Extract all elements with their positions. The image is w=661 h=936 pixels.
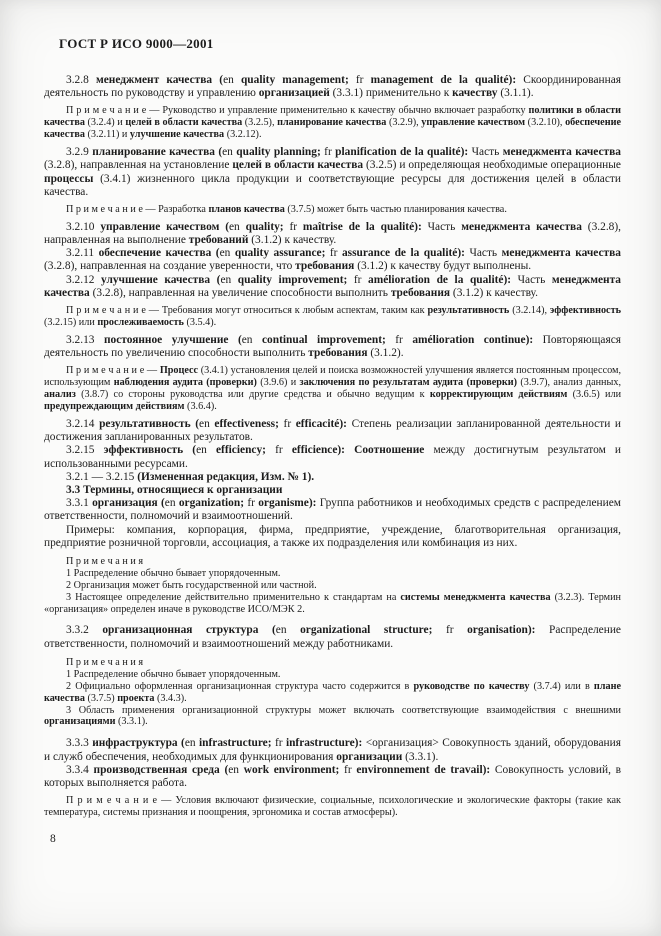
text-run: 3.2.9 bbox=[66, 146, 93, 159]
text-run: (3.3.1). bbox=[118, 716, 148, 728]
bold-run: менеджмента качества bbox=[501, 247, 621, 260]
text-run: 3.2.8 bbox=[66, 74, 96, 86]
term-paragraph bbox=[44, 444, 621, 470]
text-run: П р и м е ч а н и я bbox=[66, 656, 144, 668]
text-run: Совокупность условий, в которых выполняется работа. bbox=[44, 763, 621, 789]
bold-run: результативность ( bbox=[99, 417, 200, 430]
text-run: 3.2.15 bbox=[66, 444, 104, 457]
text-run: 2 Организация может быть государственной или частной. bbox=[66, 579, 317, 591]
text-run: en bbox=[184, 737, 199, 750]
text-run: Скоординированная деятельность по руководству и управлению bbox=[44, 74, 621, 100]
text-run: (3.2.8), направленная на создание уверенности, что bbox=[44, 260, 296, 273]
text-run: 3.2.1 — 3.2.15 bbox=[66, 470, 138, 483]
text-run: 1 Распределение обычно бывает упорядоченным. bbox=[66, 668, 281, 680]
bold-run: системы менеджмента качества bbox=[400, 591, 555, 603]
bold-run: корректирующим действиям bbox=[429, 389, 573, 401]
bold-run: continual improvement; bbox=[261, 333, 396, 346]
note-paragraph bbox=[44, 795, 621, 819]
text-run: Примеры: компания, корпорация, фирма, предприятие, учреждение, благотворительная организация, предприятие розничной торговли, ассоциация, а также их подразделения или комбинация из них. bbox=[44, 523, 621, 549]
term-paragraph bbox=[44, 274, 621, 300]
bold-run: обеспечение качества ( bbox=[98, 247, 220, 260]
text-run: (3.2.11) и bbox=[87, 129, 130, 141]
text-run: en bbox=[228, 763, 244, 776]
term-paragraph bbox=[44, 247, 621, 273]
text-run: 3.2.13 bbox=[66, 333, 104, 346]
text-run: en bbox=[275, 624, 301, 637]
text-run: П р и м е ч а н и е — Условия включают физические, социальные, психологические и экологические факторы (такие как температура, системы признания и поощрения, эргономика и состав атмосферы). bbox=[44, 795, 621, 819]
bold-run: результативность bbox=[427, 305, 513, 317]
bold-run: менеджмента качества bbox=[44, 273, 622, 299]
text-run: (3.3.1) применительно к bbox=[332, 87, 453, 100]
note-item-paragraph bbox=[44, 592, 621, 616]
term-paragraph bbox=[44, 74, 621, 100]
text-run: fr bbox=[283, 417, 296, 430]
bold-run: прослеживаемость bbox=[97, 316, 187, 328]
text-run: fr bbox=[355, 74, 371, 86]
bold-run: quality; bbox=[245, 220, 290, 233]
text-run: en bbox=[219, 247, 235, 260]
text-run: fr bbox=[289, 220, 303, 233]
text-run: Степень реализации запланированной деятельности и достижения запланированных результатов. bbox=[44, 417, 622, 444]
note-paragraph bbox=[44, 204, 621, 216]
text-run: П р и м е ч а н и е — Руководство и управление применительно к качеству обычно включает разработку bbox=[66, 105, 529, 117]
bold-run: эффективность bbox=[549, 305, 621, 317]
text-run: en bbox=[199, 417, 215, 430]
text-run: Группа работников и необходимых средств с распределением ответственности, полномочий и взаимоотношений. bbox=[44, 497, 621, 523]
text-run: (3.6.4). bbox=[187, 401, 217, 412]
bold-run: infrastructure; bbox=[198, 737, 275, 750]
bold-run: руководстве по качеству bbox=[413, 680, 534, 692]
text-run: en bbox=[220, 273, 238, 286]
bold-run: организация ( bbox=[92, 497, 165, 510]
text-run: en bbox=[241, 333, 262, 346]
text-run: fr bbox=[344, 763, 357, 776]
note-item-paragraph bbox=[44, 669, 621, 681]
text-run: (3.2.5) и определяющая необходимые операционные bbox=[366, 159, 621, 172]
text-run: 3.2.12 bbox=[66, 273, 102, 286]
text-run: (3.3.1). bbox=[405, 750, 439, 763]
note-paragraph bbox=[44, 305, 621, 329]
text-run: (3.1.2) к качеству. bbox=[452, 286, 538, 299]
text-run: 3.3.4 bbox=[66, 763, 94, 776]
bold-run: менеджмента качества bbox=[502, 146, 621, 159]
text-run: 3.2.11 bbox=[66, 247, 99, 260]
bold-run: планов качества bbox=[208, 203, 288, 215]
bold-run: обеспечение качества bbox=[44, 117, 621, 141]
text-run: (3.2.14), bbox=[512, 305, 550, 317]
text-run: (3.1.1). bbox=[500, 87, 534, 100]
document-body bbox=[44, 74, 621, 819]
bold-run: качеству bbox=[452, 87, 501, 100]
bold-run: amélioration continue): bbox=[412, 333, 543, 346]
text-run: fr bbox=[395, 333, 413, 346]
text-run: П р и м е ч а н и е — bbox=[66, 365, 160, 377]
bold-run: environnement de travail): bbox=[356, 763, 495, 776]
text-run: (3.8.7) со стороны руководства или другие средства и обычно ведущим к bbox=[81, 389, 430, 401]
bold-run: менеджмент качества ( bbox=[95, 74, 224, 86]
text-run: fr bbox=[324, 146, 336, 159]
text-run: Часть bbox=[469, 247, 502, 260]
note-title-paragraph bbox=[44, 657, 621, 669]
text-run: en bbox=[196, 444, 216, 457]
bold-run: organisme): bbox=[258, 497, 320, 510]
text-run: (3.2.9), bbox=[388, 117, 422, 129]
bold-run: quality assurance; bbox=[234, 247, 330, 260]
text-run: (3.4.3). bbox=[156, 692, 187, 704]
text-run: (3.2.8), направленная на увеличение способности выполнить bbox=[92, 286, 391, 299]
bold-run: эффективность ( bbox=[103, 444, 197, 457]
bold-run: efficience): bbox=[291, 444, 355, 457]
bold-run: плане качества bbox=[44, 680, 621, 704]
text-run: en bbox=[222, 146, 237, 159]
bold-run: анализ bbox=[44, 389, 82, 401]
text-run: (3.5.4). bbox=[186, 316, 217, 328]
bold-run: менеджмента качества bbox=[461, 220, 588, 233]
term-paragraph bbox=[44, 418, 621, 444]
bold-run: organization; bbox=[178, 497, 248, 510]
text-run: (3.2.15) или bbox=[44, 316, 98, 328]
text-run: (3.1.2). bbox=[370, 347, 404, 360]
bold-run: наблюдения аудита (проверки) bbox=[113, 377, 261, 389]
bold-run: управление качеством ( bbox=[100, 220, 229, 233]
note-item-paragraph bbox=[44, 568, 621, 580]
term-paragraph bbox=[44, 146, 621, 199]
bold-run: инфраструктура ( bbox=[92, 737, 185, 750]
bold-run: quality planning; bbox=[236, 146, 325, 159]
text-run: Часть bbox=[517, 273, 552, 286]
bold-run: organisation): bbox=[467, 624, 549, 637]
bold-run: целей в области качества bbox=[232, 159, 367, 172]
text-run: (3.7.5) bbox=[87, 692, 118, 704]
text-run: fr bbox=[274, 737, 286, 750]
text-run: П р и м е ч а н и я bbox=[66, 555, 144, 567]
text-run: (3.9.6) и bbox=[260, 377, 300, 389]
note-title-paragraph bbox=[44, 556, 621, 568]
bold-run: (Измененная редакция, Изм. № 1). bbox=[137, 470, 315, 483]
text-run: 3 Область применения организационной структуры может включать соответствующие взаимодействия с внешними bbox=[66, 704, 621, 716]
text-run: (3.4.1) установления целей и поиска возможностей улучшения является постоянным процессом, использующим bbox=[44, 365, 621, 389]
document-header: ГОСТ Р ИСО 9000—2001 bbox=[59, 36, 214, 51]
bold-run: effectiveness; bbox=[214, 417, 284, 430]
text-run: (3.4.1) жизненного цикла продукции и соответствующие ресурсы для достижения целей в области качества. bbox=[44, 172, 621, 198]
text-run: (3.6.5) или bbox=[572, 389, 622, 401]
text-run: en bbox=[164, 497, 179, 510]
text-run: 3.3.2 bbox=[66, 624, 103, 637]
bold-run: планирование качества bbox=[277, 117, 389, 129]
bold-run: организациями bbox=[44, 716, 119, 728]
bold-run: efficacité): bbox=[295, 417, 352, 430]
bold-run: Соотношение bbox=[354, 444, 434, 457]
text-run: (3.2.3). Термин «организация» определен иначе в руководстве ИСО/МЭК 2. bbox=[44, 591, 621, 615]
bold-run: управление качеством bbox=[421, 117, 528, 129]
text-run: (3.1.2) к качеству. bbox=[251, 234, 337, 247]
text-run: 3.2.10 bbox=[66, 220, 101, 233]
note-item-paragraph bbox=[44, 681, 621, 705]
bold-run: планирование качества ( bbox=[92, 146, 223, 159]
text-run: Часть bbox=[427, 220, 462, 233]
bold-run: planification de la qualité): bbox=[335, 146, 472, 159]
text-run: en bbox=[223, 74, 241, 86]
text-run: (3.2.8), направленная на установление bbox=[44, 159, 233, 172]
bold-run: infrastructure): bbox=[285, 737, 366, 750]
text-run: fr bbox=[329, 247, 342, 260]
text-run: П р и м е ч а н и е — Требования могут относиться к любым аспектам, таким как bbox=[66, 305, 428, 317]
text-run: fr bbox=[353, 273, 369, 286]
bold-run: quality improvement; bbox=[237, 273, 354, 286]
bold-run: organizational structure; bbox=[300, 624, 446, 637]
bold-run: требования bbox=[390, 286, 453, 299]
text-run: 1 Распределение обычно бывает упорядоченным. bbox=[66, 567, 281, 579]
bold-run: проекта bbox=[117, 692, 157, 704]
term-paragraph bbox=[44, 497, 621, 523]
text-run: (3.7.5) может быть частью планирования качества. bbox=[287, 203, 507, 215]
bold-run: требований bbox=[188, 234, 252, 247]
bold-run: улучшение качества ( bbox=[101, 273, 221, 286]
bold-run: процессы bbox=[44, 172, 101, 185]
text-run: 3 Настоящее определение действительно применительно к стандартам на bbox=[66, 591, 401, 603]
text-run: 3.3.3 bbox=[66, 737, 93, 750]
term-paragraph bbox=[44, 764, 621, 790]
text-run: (3.9.7), анализ данных, bbox=[520, 377, 621, 389]
bold-run: заключения по результатам аудита (проверки) bbox=[299, 377, 521, 389]
edition-paragraph bbox=[44, 471, 621, 484]
text-run: (3.2.4) и bbox=[87, 117, 126, 129]
bold-run: требования bbox=[308, 347, 371, 360]
text-run: (3.2.8), направленная на выполнение bbox=[44, 220, 621, 247]
bold-run: улучшение качества bbox=[129, 129, 227, 141]
bold-run: организацией bbox=[258, 87, 333, 100]
bold-run: assurance de la qualité): bbox=[341, 247, 470, 260]
term-paragraph bbox=[44, 737, 621, 763]
bold-run: производственная среда ( bbox=[93, 763, 229, 776]
bold-run: amélioration de la qualité): bbox=[368, 273, 518, 286]
term-paragraph bbox=[44, 221, 621, 247]
bold-run: предупреждающим действиям bbox=[44, 401, 188, 412]
text-run: fr bbox=[247, 497, 259, 510]
text-run: <организация> Совокупность зданий, оборудования и служб обеспечения, необходимых для функционирования bbox=[44, 737, 621, 763]
example-paragraph bbox=[44, 524, 621, 550]
bold-run: организационная структура ( bbox=[102, 624, 276, 637]
text-run: fr bbox=[445, 624, 468, 637]
text-run: Часть bbox=[471, 146, 503, 159]
text-run: Распределение ответственности, полномочий и взаимоотношений между работниками. bbox=[44, 624, 621, 650]
bold-run: политики в области качества bbox=[44, 105, 621, 129]
term-paragraph bbox=[44, 334, 621, 360]
bold-run: организации bbox=[336, 750, 406, 763]
bold-run: требования bbox=[295, 260, 358, 273]
bold-run: maîtrise de la qualité): bbox=[302, 220, 428, 233]
bold-run: целей в области качества bbox=[125, 117, 245, 129]
text-run: между достигнутым результатом и использованными ресурсами. bbox=[44, 444, 622, 470]
text-run: fr bbox=[275, 444, 292, 457]
text-run: (3.1.2) к качеству будут выполнены. bbox=[357, 260, 532, 273]
text-run: 3.2.14 bbox=[66, 417, 100, 430]
bold-run: 3.3 Термины, относящиеся к организации bbox=[66, 483, 283, 496]
page-content bbox=[44, 36, 621, 845]
note-item-paragraph bbox=[44, 580, 621, 592]
text-run: en bbox=[229, 220, 246, 233]
term-paragraph bbox=[44, 624, 621, 650]
text-run: (3.2.12). bbox=[226, 129, 262, 141]
bold-run: Процесс bbox=[159, 365, 201, 377]
text-run: 3.3.1 bbox=[66, 497, 93, 510]
heading-paragraph bbox=[44, 484, 621, 497]
note-paragraph bbox=[44, 105, 621, 141]
bold-run: efficiency; bbox=[215, 444, 276, 457]
bold-run: постоянное улучшение ( bbox=[103, 333, 242, 346]
text-run: (3.7.4) или в bbox=[533, 680, 594, 692]
bold-run: management de la qualité): bbox=[370, 74, 524, 86]
bold-run: work environment; bbox=[243, 763, 345, 776]
text-run: (3.2.5), bbox=[244, 117, 278, 129]
bold-run: quality management; bbox=[240, 74, 356, 86]
text-run: (3.2.10), bbox=[527, 117, 566, 129]
text-run: П р и м е ч а н и е — Разработка bbox=[66, 203, 209, 215]
note-paragraph bbox=[44, 365, 621, 413]
note-item-paragraph bbox=[44, 705, 621, 729]
text-run: 2 Официально оформленная организационная структура часто содержится в bbox=[66, 680, 414, 692]
text-run: Повторяющаяся деятельность по увеличению способности выполнить bbox=[44, 333, 621, 360]
page-number: 8 bbox=[50, 832, 56, 845]
